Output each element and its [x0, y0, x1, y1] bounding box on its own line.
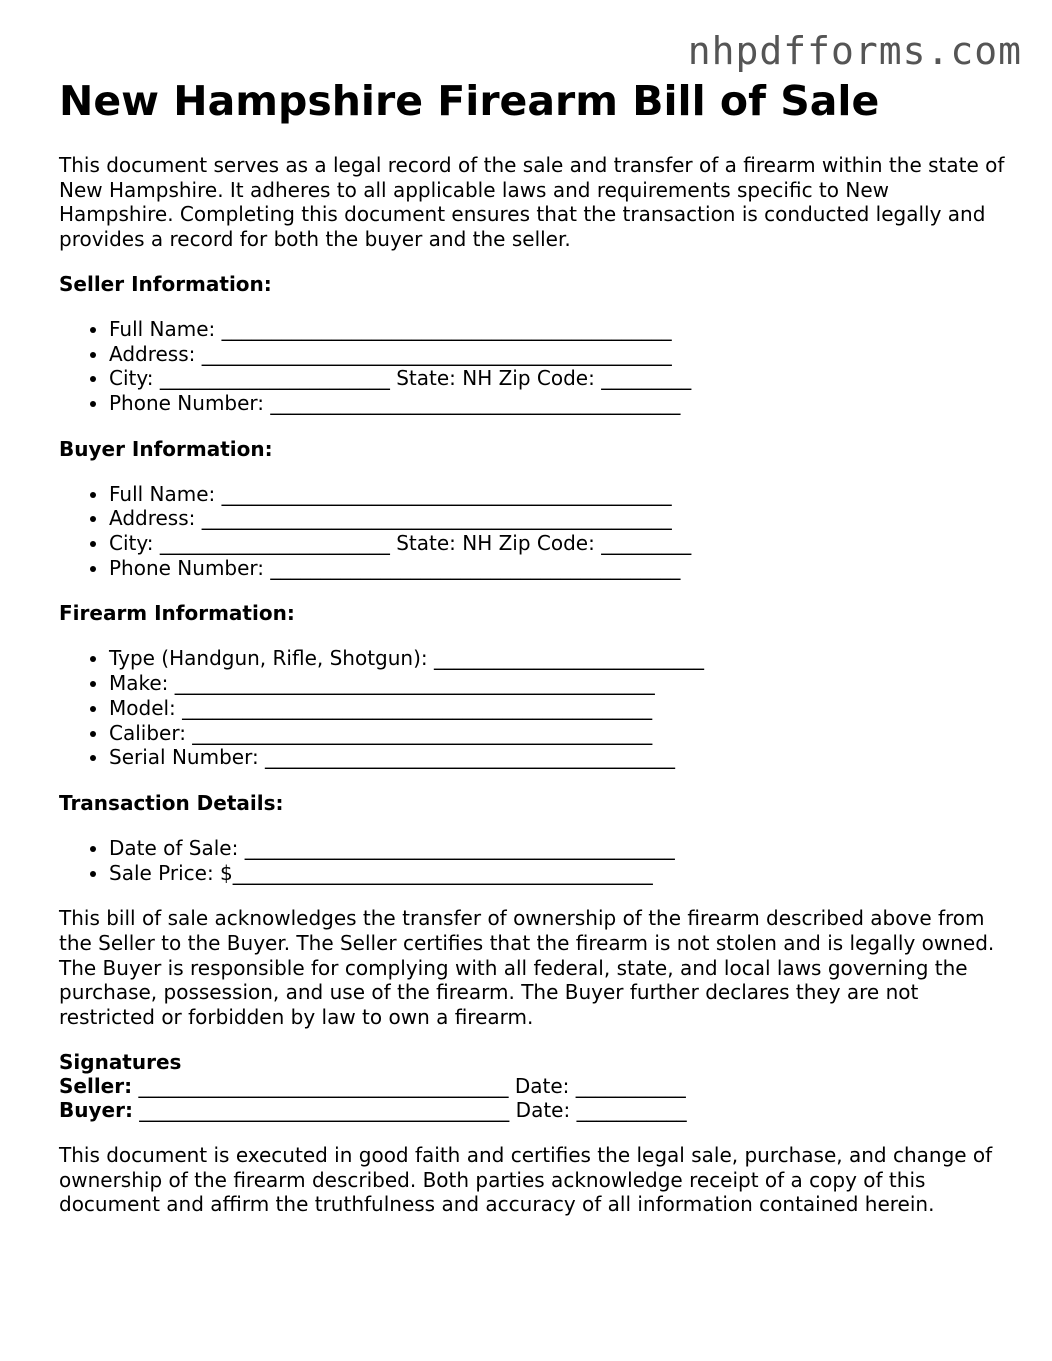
buyer-phone-field[interactable]: • Phone Number: _________________________________________: [109, 556, 1009, 581]
closing-paragraph: This document is executed in good faith and certifies the legal sale, purchase, and change of ownership of the firearm described. Both parties acknowledge receipt of a copy of this document and affirm the truthfulness and accuracy of all information contained herein.: [59, 1142, 993, 1217]
signatures-heading: Signatures: [59, 1049, 182, 1074]
buyer-full-name-field[interactable]: • Full Name: _____________________________________________: [109, 482, 1009, 507]
firearm-make-field[interactable]: • Make: ________________________________________________: [109, 671, 1009, 696]
firearm-section-heading: Firearm Information:: [59, 601, 295, 626]
seller-full-name-field[interactable]: • Full Name: _____________________________________________: [109, 317, 1009, 342]
buyer-signature-line[interactable]: _____________________________________ Date: ___________: [132, 1097, 687, 1122]
seller-city-state-zip-field[interactable]: • City: _______________________ State: NH Zip Code: _________: [109, 366, 1009, 391]
firearm-caliber-field[interactable]: • Caliber: ______________________________________________: [109, 721, 1009, 746]
seller-field-list: [59, 317, 1009, 416]
transaction-section-heading: Transaction Details:: [59, 790, 284, 815]
seller-address-field[interactable]: • Address: _______________________________________________: [109, 342, 1009, 367]
document-title: New Hampshire Firearm Bill of Sale: [59, 77, 880, 125]
sale-date-field[interactable]: • Date of Sale: ___________________________________________: [109, 836, 1009, 861]
seller-signature-label: Seller:: [59, 1073, 133, 1098]
document-page: [59, 78, 1009, 1217]
seller-phone-field[interactable]: • Phone Number: _________________________________________: [109, 391, 1009, 416]
seller-section-heading: Seller Information:: [59, 271, 272, 296]
firearm-serial-field[interactable]: • Serial Number: _________________________________________: [109, 745, 1009, 770]
firearm-field-list: [59, 646, 1009, 770]
firearm-model-field[interactable]: • Model: _______________________________________________: [109, 696, 1009, 721]
buyer-signature-row[interactable]: [59, 1098, 1009, 1122]
firearm-type-field[interactable]: • Type (Handgun, Rifle, Shotgun): ___________________________: [109, 646, 1009, 671]
seller-signature-row[interactable]: [59, 1074, 1009, 1098]
acknowledgement-paragraph: This bill of sale acknowledges the transfer of ownership of the firearm described above from the Seller to the Buyer. The Seller certifies that the firearm is not stolen and is legally owned. The Buyer is responsible for complying with all federal, state, and local laws governing the purchase, possession, and use of the firearm. The Buyer further declares they are not restricted or forbidden by law to own a firearm.: [59, 906, 995, 1030]
buyer-city-state-zip-field[interactable]: • City: _______________________ State: NH Zip Code: _________: [109, 531, 1009, 556]
sale-price-field[interactable]: • Sale Price: $__________________________________________: [109, 861, 1009, 886]
buyer-field-list: [59, 482, 1009, 581]
intro-paragraph: This document serves as a legal record of the sale and transfer of a firearm within the state of New Hampshire. It adheres to all applicable laws and requirements specific to New Hampshire. Completing this document ensures that the transaction is conducted legally and provides a record for both the buyer and the seller.: [59, 153, 1005, 252]
buyer-address-field[interactable]: • Address: _______________________________________________: [109, 506, 1009, 531]
buyer-signature-label: Buyer:: [59, 1097, 133, 1122]
transaction-field-list: [59, 836, 1009, 885]
buyer-section-heading: Buyer Information:: [59, 436, 273, 461]
seller-signature-line[interactable]: _____________________________________ Date: ___________: [132, 1073, 686, 1098]
site-watermark: nhpdfforms.com: [687, 29, 1022, 73]
